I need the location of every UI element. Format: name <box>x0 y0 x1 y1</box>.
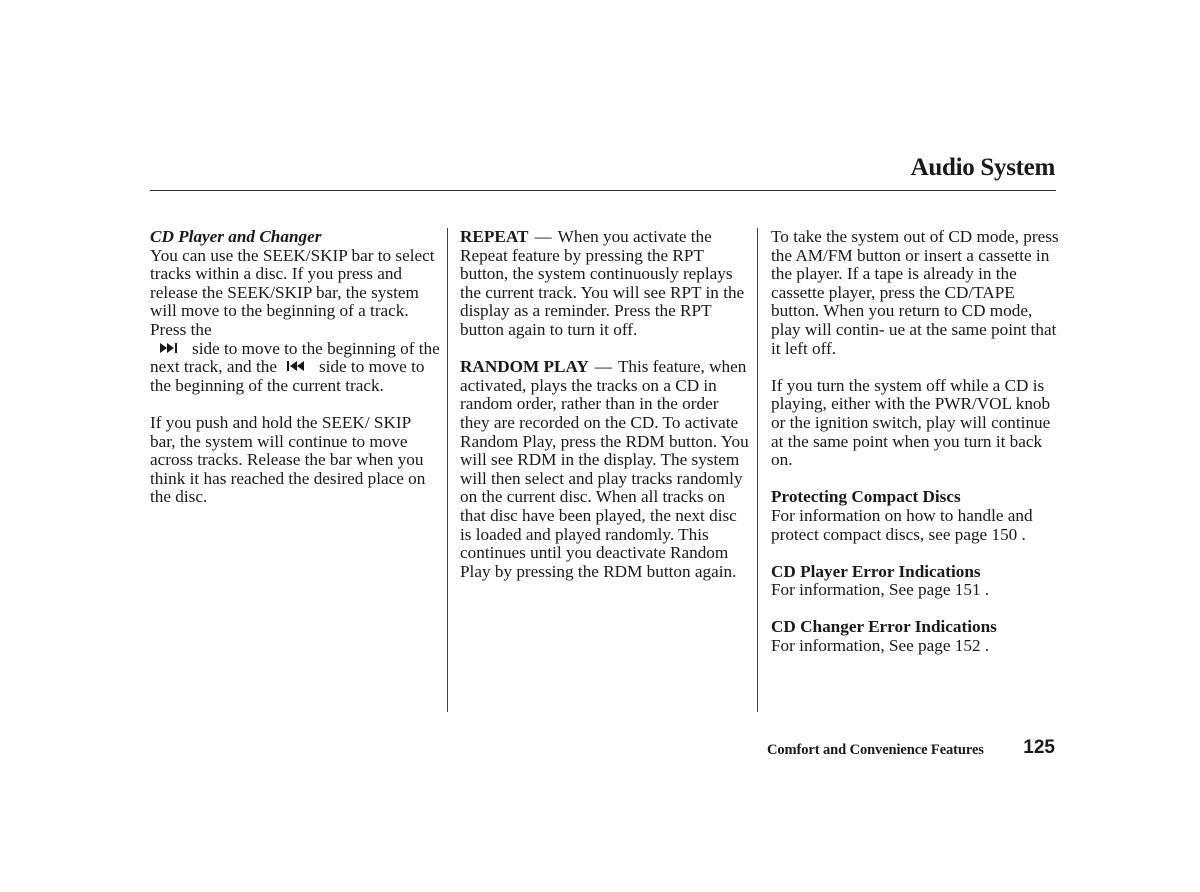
skip-forward-icon <box>160 343 182 353</box>
title-rule <box>150 190 1056 191</box>
seek-skip-text-c: side to move to the beginning of the current track. <box>150 357 425 395</box>
push-hold-paragraph: If you push and hold the SEEK/ SKIP bar, the system will continue to move across tracks. Release the bar when you think it has reached the desired place on the disc. <box>150 412 426 507</box>
column-divider-1 <box>447 228 448 712</box>
repeat-label: REPEAT <box>460 227 529 246</box>
page-number: 125 <box>1023 737 1055 758</box>
player-error-text: For information, See page 151 . <box>771 580 990 600</box>
column-1 <box>150 228 440 526</box>
protecting-heading: Protecting Compact Discs <box>771 487 961 507</box>
seek-skip-text-b: side to move to the beginning of the next track, and the <box>150 338 440 377</box>
seek-skip-text-a: You can use the SEEK/SKIP bar to select tracks within a disc. If you press and release the SEEK/SKIP bar, the system will move to the beginning of a track. Press the <box>150 245 435 339</box>
column-3 <box>771 228 1061 674</box>
repeat-text: When you activate the Repeat feature by pressing the RPT button, the system continuously replays the current track. You will see RPT in the display as a reminder. Press the RPT button again to turn it off. <box>460 227 745 339</box>
repeat-dash: — <box>534 227 552 246</box>
changer-error-text: For information, See page 152 . <box>771 636 990 656</box>
cd-player-heading: CD Player and Changer <box>150 227 322 246</box>
repeat-paragraph <box>460 228 750 340</box>
cd-mode-paragraph: To take the system out of CD mode, press the AM/FM button or insert a cassette in the player. If a tape is already in the cassette player, press the CD/TAPE button. When you return to CD mode, play will contin- ue at the same point that it left off. <box>771 227 1059 358</box>
random-play-paragraph <box>460 358 750 581</box>
column-divider-2 <box>757 228 758 712</box>
skip-back-icon <box>287 361 309 371</box>
footer-section-title: Comfort and Convenience Features <box>767 742 984 758</box>
random-dash: — <box>594 357 612 377</box>
changer-error-heading: CD Changer Error Indications <box>771 617 997 637</box>
power-off-paragraph: If you turn the system off while a CD is playing, either with the PWR/VOL knob or the ignition switch, play will continue at the same point when you turn it back on. <box>771 375 1051 470</box>
seek-skip-paragraph <box>150 247 440 396</box>
random-play-label: RANDOM PLAY <box>460 357 589 377</box>
column-2 <box>460 228 750 600</box>
page-title: Audio System <box>910 154 1055 181</box>
protecting-text: For information on how to handle and protect compact discs, see page 150 . <box>771 505 1033 544</box>
player-error-heading: CD Player Error Indications <box>771 561 981 581</box>
protecting-section <box>771 488 1061 544</box>
player-error-section <box>771 563 1061 600</box>
changer-error-section <box>771 618 1061 655</box>
random-play-text: This feature, when activated, plays the tracks on a CD in random order, rather than in the order they are recorded on the CD. To activate Random Play, press the RDM button. You will see RDM in the display. The system will then select and play tracks randomly on the current disc. When all tracks on that disc have been played, the next disc is loaded and played randomly. This continues until you deactivate Random Play by pressing the RDM button again. <box>460 357 749 581</box>
